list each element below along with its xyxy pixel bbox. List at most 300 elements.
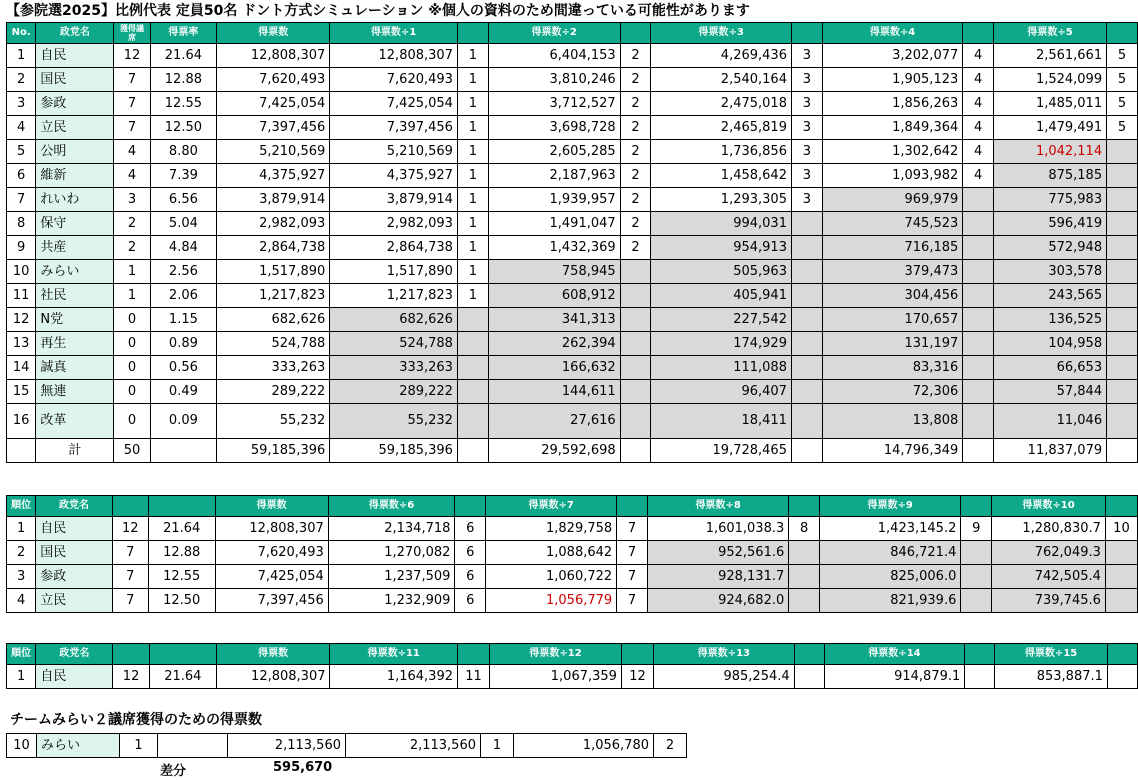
column-header: 得票数÷3	[651, 23, 792, 44]
column-header	[963, 23, 994, 44]
row-number: 11	[7, 284, 36, 308]
row-number: 4	[7, 589, 36, 613]
seat-rank	[457, 308, 488, 332]
seat-rank: 3	[791, 140, 822, 164]
seat-rank: 3	[791, 68, 822, 92]
header-row	[7, 496, 1138, 517]
dhondt-table-divisors-11-15	[6, 643, 1138, 689]
quotient-cell: 341,313	[488, 308, 620, 332]
header-row	[7, 644, 1138, 665]
total-label: 計	[36, 439, 114, 463]
quotient-cell: 1,164,392	[330, 665, 458, 689]
column-header	[458, 644, 490, 665]
quotient-cell: 6,404,153	[488, 44, 620, 68]
quotient-cell: 2,540,164	[651, 68, 792, 92]
quotient-cell: 821,939.6	[820, 589, 961, 613]
quotient-cell: 405,941	[651, 284, 792, 308]
seat-rank	[620, 308, 651, 332]
quotient-cell: 18,411	[651, 404, 792, 439]
seat-rank: 2	[620, 212, 651, 236]
quotient-cell: 27,616	[488, 404, 620, 439]
vote-rate: 12.50	[148, 589, 215, 613]
vote-count: 7,397,456	[217, 116, 330, 140]
seat-rank	[457, 356, 488, 380]
seat-count: 7	[114, 116, 150, 140]
party-name: N党	[36, 308, 114, 332]
seat-count: 12	[112, 517, 148, 541]
seat-rank	[620, 284, 651, 308]
seat-rank	[963, 284, 994, 308]
seat-rank	[620, 404, 651, 439]
quotient-cell: 243,565	[994, 284, 1107, 308]
column-header: 順位	[7, 496, 36, 517]
seat-rank: 2	[620, 116, 651, 140]
vote-count: 12,808,307	[216, 665, 330, 689]
party-name: 無連	[36, 380, 114, 404]
diff-value: 595,670	[273, 760, 333, 775]
quotient-cell: 2,864,738	[330, 236, 458, 260]
row-number: 5	[7, 140, 36, 164]
seat-count: 7	[112, 565, 148, 589]
table-row	[7, 404, 1138, 439]
seat-rank: 1	[457, 44, 488, 68]
quotient-cell: 136,525	[994, 308, 1107, 332]
seat-rank: 3	[791, 44, 822, 68]
seat-rank	[1107, 140, 1138, 164]
row-number: 4	[7, 116, 36, 140]
seat-rank: 2	[620, 44, 651, 68]
party-name: 改革	[36, 404, 114, 439]
seat-rank	[791, 380, 822, 404]
seat-count: 1	[114, 260, 150, 284]
quotient-cell: 57,844	[994, 380, 1107, 404]
column-header: 得票数÷12	[490, 644, 622, 665]
seat-rank	[1105, 589, 1137, 613]
seat-rank	[1107, 284, 1138, 308]
quotient-cell: 3,202,077	[822, 44, 963, 68]
quotient-cell: 1,093,982	[822, 164, 963, 188]
seat-count: 0	[114, 356, 150, 380]
seat-rank: 1	[457, 284, 488, 308]
quotient-cell: 853,887.1	[995, 665, 1108, 689]
quotient-cell: 1,829,758	[486, 517, 617, 541]
seat-rank: 8	[789, 517, 820, 541]
total-quotient: 11,837,079	[994, 439, 1107, 463]
seat-rank: 7	[617, 589, 648, 613]
total-votes: 59,185,396	[217, 439, 330, 463]
seat-rank	[963, 188, 994, 212]
seat-rank	[961, 541, 992, 565]
table-row	[7, 188, 1138, 212]
seat-rank	[1107, 332, 1138, 356]
quotient-cell: 96,407	[651, 380, 792, 404]
quotient-cell: 131,197	[822, 332, 963, 356]
vote-rate: 12.50	[150, 116, 217, 140]
quotient-cell: 11,046	[994, 404, 1107, 439]
quotient-cell: 2,134,718	[328, 517, 455, 541]
seat-count: 7	[112, 541, 148, 565]
row-number: 3	[7, 92, 36, 116]
column-header: 得票数÷4	[822, 23, 963, 44]
quotient-cell: 55,232	[330, 404, 458, 439]
seat-rank	[963, 380, 994, 404]
vote-count: 7,397,456	[215, 589, 328, 613]
seat-rank: 5	[1107, 68, 1138, 92]
seat-rank: 7	[617, 541, 648, 565]
seat-rank: 3	[791, 188, 822, 212]
seat-rank	[963, 236, 994, 260]
seat-rank	[791, 404, 822, 439]
table-row	[7, 236, 1138, 260]
column-header	[457, 23, 488, 44]
quotient-cell: 3,879,914	[330, 188, 458, 212]
column-header: 得票数÷11	[330, 644, 458, 665]
seat-rank	[791, 284, 822, 308]
total-seats: 50	[114, 439, 150, 463]
quotient-cell: 1,067,359	[490, 665, 622, 689]
table-row	[7, 92, 1138, 116]
row-number: 15	[7, 380, 36, 404]
seat-count: 2	[114, 236, 150, 260]
table-cell	[158, 734, 228, 758]
quotient-cell: 227,542	[651, 308, 792, 332]
seat-rank	[457, 332, 488, 356]
row-number: 13	[7, 332, 36, 356]
vote-rate: 6.56	[150, 188, 217, 212]
quotient-cell: 1,491,047	[488, 212, 620, 236]
quotient-cell: 924,682.0	[647, 589, 788, 613]
seat-count: 4	[114, 164, 150, 188]
seat-rank	[791, 332, 822, 356]
seat-rank	[791, 260, 822, 284]
seat-count: 12	[113, 665, 149, 689]
column-header: 得票数÷13	[654, 644, 795, 665]
column-header	[965, 644, 995, 665]
total-quotient: 14,796,349	[822, 439, 963, 463]
seat-rank: 10	[1105, 517, 1137, 541]
seat-rank: 1	[457, 116, 488, 140]
vote-count: 289,222	[217, 380, 330, 404]
column-header	[1105, 496, 1137, 517]
quotient-cell: 1,458,642	[651, 164, 792, 188]
table-row	[7, 68, 1138, 92]
vote-count: 3,879,914	[217, 188, 330, 212]
party-name: 国民	[36, 541, 112, 565]
seat-rank: 6	[455, 565, 486, 589]
column-header: 政党名	[36, 496, 112, 517]
quotient-cell: 5,210,569	[330, 140, 458, 164]
quotient-cell: 1,060,722	[486, 565, 617, 589]
seat-rank: 2	[620, 68, 651, 92]
column-header	[148, 496, 215, 517]
seat-rank	[457, 380, 488, 404]
seat-count: 0	[114, 308, 150, 332]
quotient-cell: 2,475,018	[651, 92, 792, 116]
seat-count: 3	[114, 188, 150, 212]
row-number: 8	[7, 212, 36, 236]
column-header: 得票数÷6	[328, 496, 455, 517]
table-row	[7, 44, 1138, 68]
vote-count: 1,517,890	[217, 260, 330, 284]
header-row	[7, 23, 1138, 44]
table-row	[7, 164, 1138, 188]
column-header: 得票数÷10	[992, 496, 1106, 517]
quotient-cell: 608,912	[488, 284, 620, 308]
seat-rank: 11	[458, 665, 490, 689]
quotient-cell: 846,721.4	[820, 541, 961, 565]
dhondt-table-main	[6, 22, 1138, 463]
seat-rank: 5	[1107, 44, 1138, 68]
quotient-cell: 745,523	[822, 212, 963, 236]
seat-rank	[791, 356, 822, 380]
seat-rank: 2	[654, 734, 687, 758]
seat-rank	[963, 212, 994, 236]
seat-rank: 2	[620, 188, 651, 212]
quotient-cell: 166,632	[488, 356, 620, 380]
seat-rank: 5	[1107, 116, 1138, 140]
total-quotient: 29,592,698	[488, 439, 620, 463]
quotient-cell: 524,788	[330, 332, 458, 356]
party-name: 自民	[36, 44, 114, 68]
seat-rank	[1107, 212, 1138, 236]
quotient-cell: 4,269,436	[651, 44, 792, 68]
party-name: 誠真	[36, 356, 114, 380]
quotient-cell: 1,280,830.7	[992, 517, 1106, 541]
seat-rank: 9	[961, 517, 992, 541]
quotient-cell: 914,879.1	[824, 665, 965, 689]
row-number: 10	[7, 734, 37, 758]
seat-rank	[1107, 308, 1138, 332]
quotient-cell: 596,419	[994, 212, 1107, 236]
table-cell	[963, 439, 994, 463]
quotient-cell: 3,712,527	[488, 92, 620, 116]
column-header: 得票数÷5	[994, 23, 1107, 44]
seat-rank	[1107, 188, 1138, 212]
diff-label: 差分	[160, 764, 187, 779]
table-cell	[1107, 439, 1138, 463]
quotient-cell: 1,293,305	[651, 188, 792, 212]
column-header: 得票数	[216, 644, 330, 665]
quotient-cell: 111,088	[651, 356, 792, 380]
seat-rank: 4	[963, 68, 994, 92]
vote-rate: 12.88	[148, 541, 215, 565]
quotient-cell: 1,432,369	[488, 236, 620, 260]
vote-rate: 0.56	[150, 356, 217, 380]
seat-rank: 6	[455, 517, 486, 541]
seat-rank: 3	[791, 92, 822, 116]
seat-rank: 12	[621, 665, 653, 689]
seat-rank: 6	[455, 589, 486, 613]
row-number: 16	[7, 404, 36, 439]
party-name: 立民	[36, 116, 114, 140]
seat-rank: 1	[457, 164, 488, 188]
column-header	[961, 496, 992, 517]
quotient-cell: 969,979	[822, 188, 963, 212]
seat-rank	[620, 260, 651, 284]
table-cell	[620, 439, 651, 463]
column-header: 得票数÷14	[824, 644, 965, 665]
quotient-cell: 994,031	[651, 212, 792, 236]
table-cell	[457, 439, 488, 463]
quotient-cell: 2,187,963	[488, 164, 620, 188]
seat-rank	[620, 332, 651, 356]
seat-rank: 1	[457, 68, 488, 92]
column-header	[791, 23, 822, 44]
seat-rank: 2	[620, 236, 651, 260]
seat-rank	[1107, 236, 1138, 260]
table-row	[7, 260, 1138, 284]
total-quotient: 59,185,396	[330, 439, 458, 463]
quotient-cell: 4,375,927	[330, 164, 458, 188]
table-cell	[791, 439, 822, 463]
dhondt-table-divisors-6-10	[6, 495, 1138, 613]
vote-count: 2,982,093	[217, 212, 330, 236]
vote-rate: 12.55	[148, 565, 215, 589]
vote-count: 682,626	[217, 308, 330, 332]
quotient-cell: 952,561.6	[647, 541, 788, 565]
column-header	[455, 496, 486, 517]
seat-rank: 2	[620, 164, 651, 188]
quotient-cell: 379,473	[822, 260, 963, 284]
quotient-cell: 1,056,780	[514, 734, 654, 758]
seat-rank: 2	[620, 140, 651, 164]
vote-rate: 21.64	[149, 665, 216, 689]
quotient-cell: 1,485,011	[994, 92, 1107, 116]
quotient-cell: 1,905,123	[822, 68, 963, 92]
seat-rank	[1107, 356, 1138, 380]
quotient-cell: 7,397,456	[330, 116, 458, 140]
column-header	[621, 644, 653, 665]
vote-rate: 4.84	[150, 236, 217, 260]
quotient-cell: 2,605,285	[488, 140, 620, 164]
quotient-cell: 104,958	[994, 332, 1107, 356]
party-name: 立民	[36, 589, 112, 613]
seat-rank	[457, 404, 488, 439]
column-header: 得票数÷8	[647, 496, 788, 517]
mirai-table	[6, 733, 687, 758]
quotient-cell: 1,217,823	[330, 284, 458, 308]
party-name: 保守	[36, 212, 114, 236]
seat-rank: 1	[457, 260, 488, 284]
seat-rank: 5	[1107, 92, 1138, 116]
seat-rank: 7	[617, 565, 648, 589]
quotient-cell: 1,849,364	[822, 116, 963, 140]
table-cell	[150, 439, 217, 463]
seat-rank: 2	[620, 92, 651, 116]
quotient-cell: 1,056,779	[486, 589, 617, 613]
quotient-cell: 304,456	[822, 284, 963, 308]
party-name: 公明	[36, 140, 114, 164]
quotient-cell: 1,517,890	[330, 260, 458, 284]
party-name: みらい	[36, 260, 114, 284]
party-name: れいわ	[36, 188, 114, 212]
quotient-cell: 2,465,819	[651, 116, 792, 140]
total-quotient: 19,728,465	[651, 439, 792, 463]
column-header	[1107, 644, 1137, 665]
seat-count: 7	[112, 589, 148, 613]
quotient-cell: 954,913	[651, 236, 792, 260]
seat-rank	[1105, 541, 1137, 565]
row-number: 10	[7, 260, 36, 284]
column-header	[112, 496, 148, 517]
vote-count: 5,210,569	[217, 140, 330, 164]
quotient-cell: 3,810,246	[488, 68, 620, 92]
quotient-cell: 928,131.7	[647, 565, 788, 589]
column-header: 得票数	[215, 496, 328, 517]
row-number: 2	[7, 68, 36, 92]
vote-rate: 12.55	[150, 92, 217, 116]
quotient-cell: 303,578	[994, 260, 1107, 284]
vote-rate: 21.64	[150, 44, 217, 68]
seat-rank	[963, 404, 994, 439]
table-row	[7, 308, 1138, 332]
seat-rank	[963, 308, 994, 332]
quotient-cell: 1,856,263	[822, 92, 963, 116]
seat-count: 1	[120, 734, 158, 758]
row-number: 1	[7, 44, 36, 68]
quotient-cell: 1,270,082	[328, 541, 455, 565]
seat-rank	[620, 380, 651, 404]
table-row	[7, 589, 1138, 613]
quotient-cell: 13,808	[822, 404, 963, 439]
seat-rank: 6	[455, 541, 486, 565]
seat-rank: 1	[457, 212, 488, 236]
quotient-cell: 7,620,493	[330, 68, 458, 92]
quotient-cell: 762,049.3	[992, 541, 1106, 565]
seat-rank	[961, 589, 992, 613]
table-row	[7, 116, 1138, 140]
mirai-subtitle: チームみらい２議席獲得のための得票数	[10, 712, 262, 728]
seat-count: 0	[114, 380, 150, 404]
party-name: 参政	[36, 565, 112, 589]
seat-rank: 1	[457, 140, 488, 164]
seat-rank	[789, 541, 820, 565]
seat-rank	[963, 260, 994, 284]
row-number: 6	[7, 164, 36, 188]
column-header: 得票数÷2	[488, 23, 620, 44]
quotient-cell: 1,939,957	[488, 188, 620, 212]
quotient-cell: 985,254.4	[654, 665, 795, 689]
seat-rank: 1	[457, 188, 488, 212]
column-header: 得票率	[150, 23, 217, 44]
vote-count: 55,232	[217, 404, 330, 439]
seat-rank: 4	[963, 164, 994, 188]
quotient-cell: 1,423,145.2	[820, 517, 961, 541]
vote-count: 4,375,927	[217, 164, 330, 188]
quotient-cell: 2,982,093	[330, 212, 458, 236]
seat-rank	[791, 212, 822, 236]
vote-count: 7,425,054	[215, 565, 328, 589]
seat-count: 12	[114, 44, 150, 68]
quotient-cell: 1,232,909	[328, 589, 455, 613]
vote-count: 12,808,307	[217, 44, 330, 68]
table-row	[7, 665, 1138, 689]
column-header: 得票数	[217, 23, 330, 44]
seat-rank	[1107, 665, 1137, 689]
column-header: 得票数÷9	[820, 496, 961, 517]
row-number: 3	[7, 565, 36, 589]
column-header	[794, 644, 824, 665]
quotient-cell: 3,698,728	[488, 116, 620, 140]
vote-count: 2,113,560	[228, 734, 346, 758]
column-header: 獲得議席	[114, 23, 150, 44]
quotient-cell: 1,042,114	[994, 140, 1107, 164]
party-name: 自民	[36, 665, 113, 689]
quotient-cell: 716,185	[822, 236, 963, 260]
column-header: 得票数÷7	[486, 496, 617, 517]
table-row	[7, 212, 1138, 236]
vote-rate: 1.15	[150, 308, 217, 332]
